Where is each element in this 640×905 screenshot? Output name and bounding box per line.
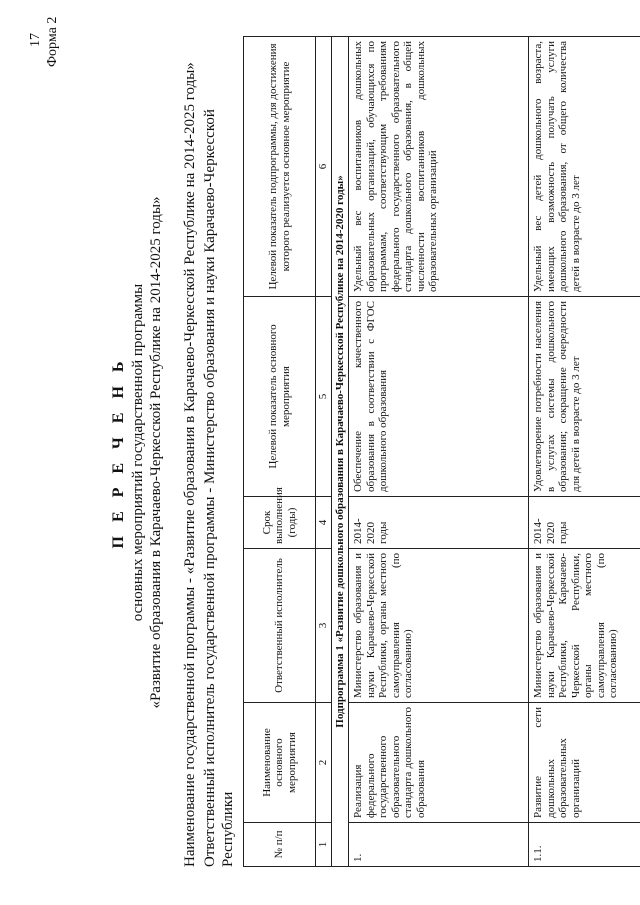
program-name-line: Наименование государственной программы - «Развитие образования в Карачаево-Черкесской Республике на 2014-2025 годы» [182,62,198,867]
row-number: 1.1. [529,823,640,867]
table-row [349,37,529,867]
measure-executor: Министерство образования и науки Карачаево-Черкесской Республики, органы местного самоуправления (по согласованию) [349,549,529,703]
document-subtitle: основных мероприятий государственной программы [130,283,146,622]
column-numbers-row [316,37,332,867]
document-subtitle-program: «Развитие образования в Карачаево-Черкесской Республике на 2014-2025 годы» [148,196,164,709]
measure-executor: Министерство образования и науки Карачаево-Черкесской Республики, Карачаево-Черкесской Республики, органы местного самоуправления (по согласованию) [529,549,640,703]
measure-term: 2014-2020 годы [529,497,640,549]
form-label: Форма 2 [45,16,60,67]
measure-target: Удельный вес воспитанников дошкольных образовательных организаций, обучающихся по программам, соответствующим требованиям федерального государственного образовательного стандарта дошкольного образования, в общей численности воспитанников дошкольных образовательных организаций [349,37,529,297]
table-header-row [244,37,316,867]
column-number: 3 [316,549,332,703]
measures-table [243,36,640,867]
row-number: 1. [349,823,529,867]
column-number: 5 [316,297,332,497]
column-header-indicator: Целевой показатель основного мероприятия [244,297,316,497]
column-header-executor: Ответственный исполнитель [244,549,316,703]
executor-line: Ответственный исполнитель государственной программы - Министерство образования и науки Карачаево-Черкесской Республики [202,109,236,867]
table-row [529,37,640,867]
subprogram-title: Подпрограмма 1 «Развитие дошкольного образования в Карачаево-Черкесской Республике на 2014-2020 годы» [331,37,349,867]
measure-target: Удельный вес детей дошкольного возраста, имеющих возможность получать услуги дошкольного образования, от общего количества детей в возрасте до 3 лет [529,37,640,297]
column-header-name: Наименование основного мероприятия [244,703,316,823]
measure-name: Реализация федерального государственного образовательного стандарта дошкольного образования [349,703,529,823]
subprogram-row [331,37,349,867]
measure-term: 2014-2020 годы [349,497,529,549]
column-header-term: Срок выполнения (годы) [244,497,316,549]
page-number: 17 [28,33,43,47]
measure-indicator: Обеспечение качественного образования в соответствии с ФГОС дошкольного образования [349,297,529,497]
column-header-target: Целевой показатель подпрограммы, для достижения которого реализуется основное мероприятие [244,37,316,297]
column-number: 2 [316,703,332,823]
measure-indicator: Удовлетворение потребности населения в услугах системы дошкольного образования; сокращение очередности для детей в возрасте до 3 лет [529,297,640,497]
column-number: 6 [316,37,332,297]
column-number: 4 [316,497,332,549]
document-title: П Е Р Е Ч Е Н Ь [110,356,127,549]
measure-name: Развитие сети дошкольных образовательных организаций [529,703,640,823]
column-number: 1 [316,823,332,867]
column-header-number: № п/п [244,823,316,867]
